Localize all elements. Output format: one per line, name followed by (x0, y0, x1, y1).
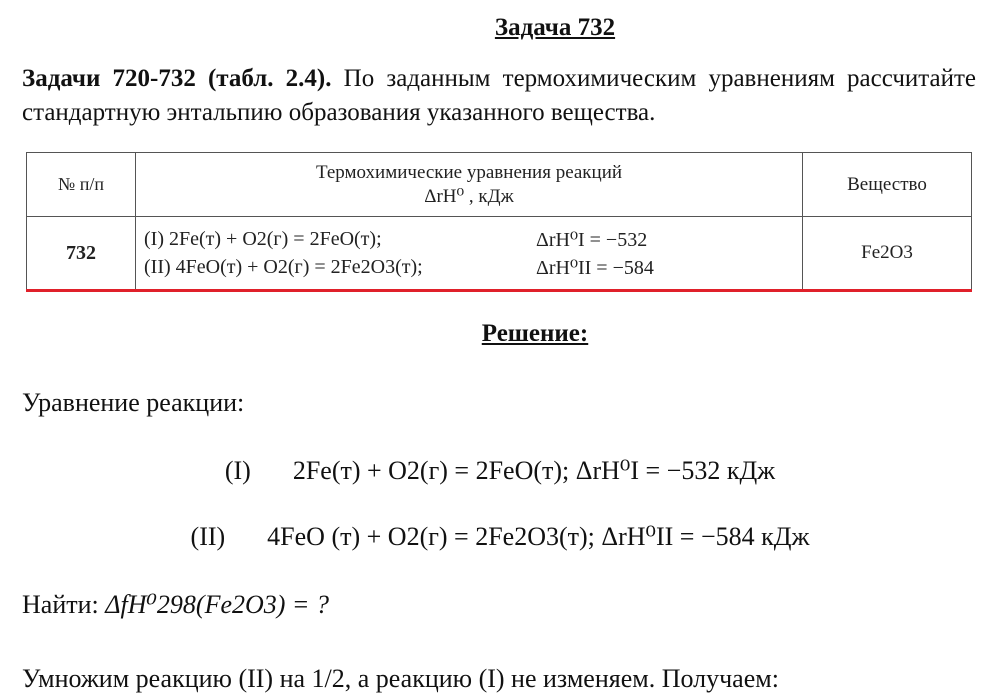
statement-text: По заданным термохимическим уравнениям рассчитайте стандартную энтальпию образования указанного вещества. (22, 65, 977, 126)
find-line (22, 590, 329, 620)
statement-lead: Задачи 720-732 (табл. 2.4). (22, 65, 332, 92)
find-expression: ΔfH⁰298(Fe2O3) = ? (105, 590, 329, 619)
row-equations (136, 217, 803, 291)
equation-2-text: 4FeO (т) + O2(г) = 2Fe2O3(т); ΔrH⁰II = −584 кДж (267, 522, 810, 551)
row-equation-2-text: (II) 4FeO(т) + O2(г) = 2Fe2O3(т); (144, 255, 423, 278)
problem-statement (22, 62, 976, 130)
row-substance: Fe2O3 (803, 217, 972, 291)
table-header-row (27, 153, 972, 217)
table-row (27, 217, 972, 291)
header-equations (136, 153, 803, 217)
row-equation-1 (136, 225, 802, 253)
header-equations-line2: ΔrH⁰ , кДж (424, 185, 514, 207)
solution-heading: Решение: (481, 320, 589, 347)
equation-1 (0, 456, 1000, 486)
header-number: № п/п (27, 153, 136, 217)
row-number: 732 (27, 217, 136, 291)
next-step-line: Умножим реакцию (II) на 1/2, а реакцию (I) не изменяем. Получаем: (22, 664, 779, 693)
row-equation-2-enthalpy: ΔrH⁰II = −584 (536, 256, 654, 279)
reaction-table (26, 152, 972, 292)
equation-2-number: (II) (190, 522, 226, 551)
equation-1-number: (I) (224, 456, 251, 485)
header-substance: Вещество (803, 153, 972, 217)
header-equations-line1: Термохимические уравнения реакций (315, 161, 623, 183)
row-equation-1-enthalpy: ΔrH⁰I = −532 (536, 228, 648, 251)
problem-title: Задача 732 (494, 14, 616, 41)
row-equation-2 (136, 253, 802, 281)
row-equation-1-text: (I) 2Fe(т) + O2(г) = 2FeO(т); (144, 227, 382, 250)
reaction-label: Уравнение реакции: (22, 388, 245, 417)
equation-2 (0, 522, 1000, 552)
equation-1-text: 2Fe(т) + O2(г) = 2FeO(т); ΔrH⁰I = −532 кДж (292, 456, 776, 485)
find-label: Найти: (22, 590, 99, 619)
